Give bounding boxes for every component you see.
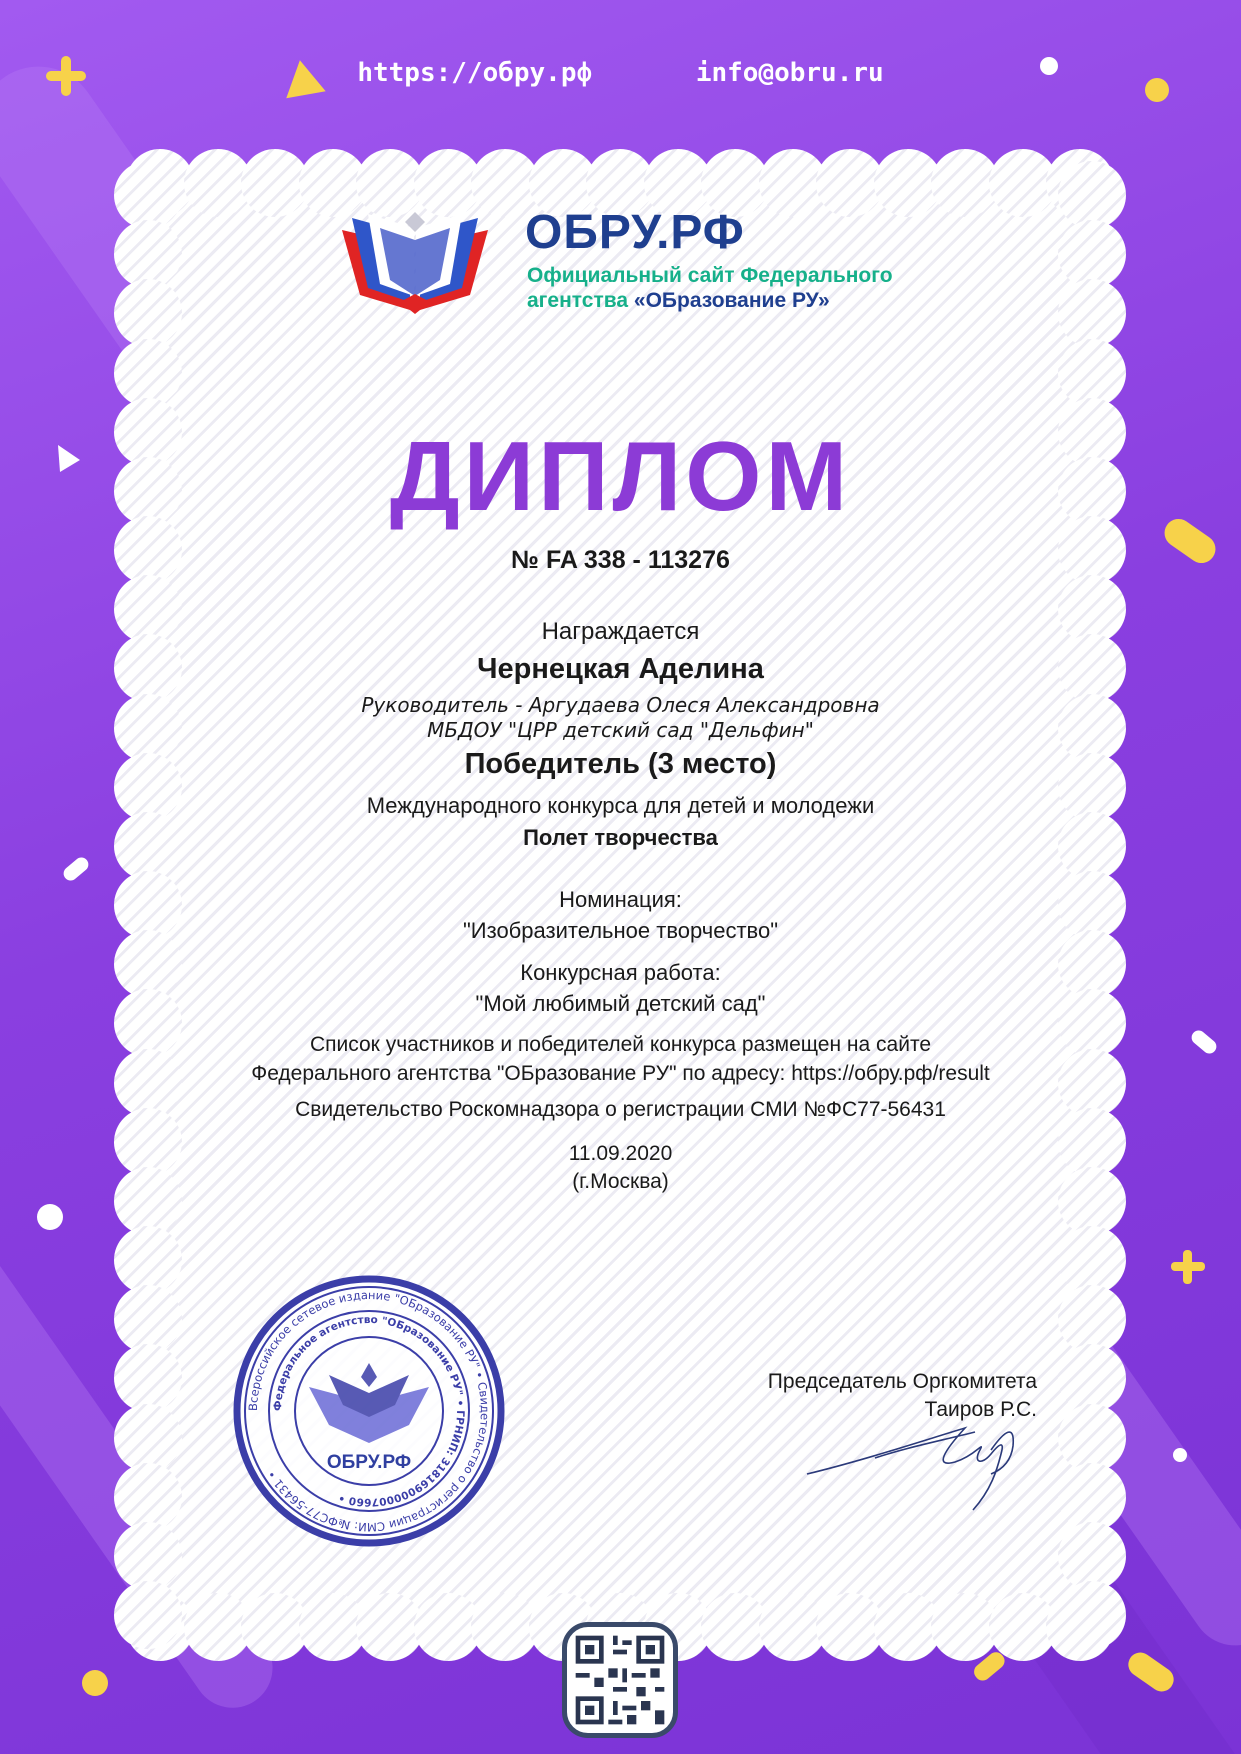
card-scallop <box>1058 1226 1126 1294</box>
card-scallop <box>1058 1463 1126 1531</box>
card-scallop <box>1058 1285 1126 1353</box>
site-link[interactable]: https://обру.рф <box>357 58 593 88</box>
qr-code[interactable] <box>562 1622 678 1738</box>
card-scallop <box>1058 220 1126 288</box>
institution: МБДОУ "ЦРР детский сад "Дельфин" <box>427 718 814 742</box>
card-scallop <box>114 1226 182 1294</box>
obru-logo <box>330 205 930 315</box>
card-scallop <box>114 161 182 229</box>
card-scallop <box>114 1344 182 1412</box>
card-scallop <box>1058 161 1126 229</box>
email-link[interactable]: info@obru.ru <box>695 58 884 88</box>
contest-name: Полет творчества <box>523 825 718 850</box>
logo-subtitle: Официальный сайт Федерального агентства «ОБразование РУ» <box>527 264 893 312</box>
card-scallop <box>114 1522 182 1590</box>
card-scallop <box>1058 1344 1126 1412</box>
nomination-label: Номинация: <box>559 887 682 912</box>
work-label: Конкурсная работа: <box>520 960 721 985</box>
card-scallop <box>114 1463 182 1531</box>
card-scallop <box>114 1581 182 1649</box>
results-line-1: Список участников и победителей конкурса размещен на сайте <box>309 1033 932 1056</box>
awarded-label: Награждается <box>541 618 700 645</box>
svg-text:ОБРУ.РФ: ОБРУ.РФ <box>326 1452 412 1473</box>
svg-text:Федеральное агентство "ОБразов: Федеральное агентство "ОБразование РУ" • ГРНИП: 318169000007660 • <box>271 1313 467 1509</box>
card-scallop <box>1058 279 1126 347</box>
issue-date: 11.09.2020 <box>568 1142 673 1165</box>
registration-info: Свидетельство Роскомнадзора о регистрации СМИ №ФС77-56431 <box>295 1098 946 1121</box>
svg-text:Всероссийское сетевое издание: Всероссийское сетевое издание "ОБразование РУ" • Свидетельство о регистрации СМИ: №ФС77-56431 • <box>245 1287 493 1535</box>
book-logo-icon <box>330 210 500 320</box>
card-scallop <box>1058 1404 1126 1472</box>
signatory-role: Председатель Оргкомитета <box>767 1370 1037 1393</box>
header-links <box>0 58 1241 88</box>
card-scallop <box>114 220 182 288</box>
card-scallop <box>114 1285 182 1353</box>
card-scallop <box>1058 1522 1126 1590</box>
signatory-name: Таиров Р.С. <box>924 1398 1037 1421</box>
signature <box>805 1410 1025 1520</box>
place: Победитель (3 место) <box>464 748 777 780</box>
issue-city: (г.Москва) <box>572 1170 669 1193</box>
nomination: "Изобразительное творчество" <box>462 918 779 943</box>
recipient-name: Чернецкая Аделина <box>477 653 764 685</box>
card-scallop <box>114 339 182 407</box>
card-scallop <box>1058 339 1126 407</box>
diploma-title: ДИПЛОМ <box>389 421 852 531</box>
card-scallop <box>114 279 182 347</box>
logo-title: ОБРУ.РФ <box>525 206 745 259</box>
work-title: "Мой любимый детский сад" <box>475 991 766 1016</box>
diploma-number: № FA 338 - 113276 <box>511 546 730 574</box>
qr-code-icon <box>567 1627 673 1733</box>
contest-type: Международного конкурса для детей и молодежи <box>366 793 875 818</box>
seal-stamp <box>233 1275 505 1547</box>
supervisor: Руководитель - Аргудаева Олеся Александровна <box>361 693 880 717</box>
results-line-2: Федерального агентства "ОБразование РУ" по адресу: https://обру.рф/result <box>251 1062 990 1085</box>
card-scallop <box>1058 1581 1126 1649</box>
card-scallop <box>114 1404 182 1472</box>
